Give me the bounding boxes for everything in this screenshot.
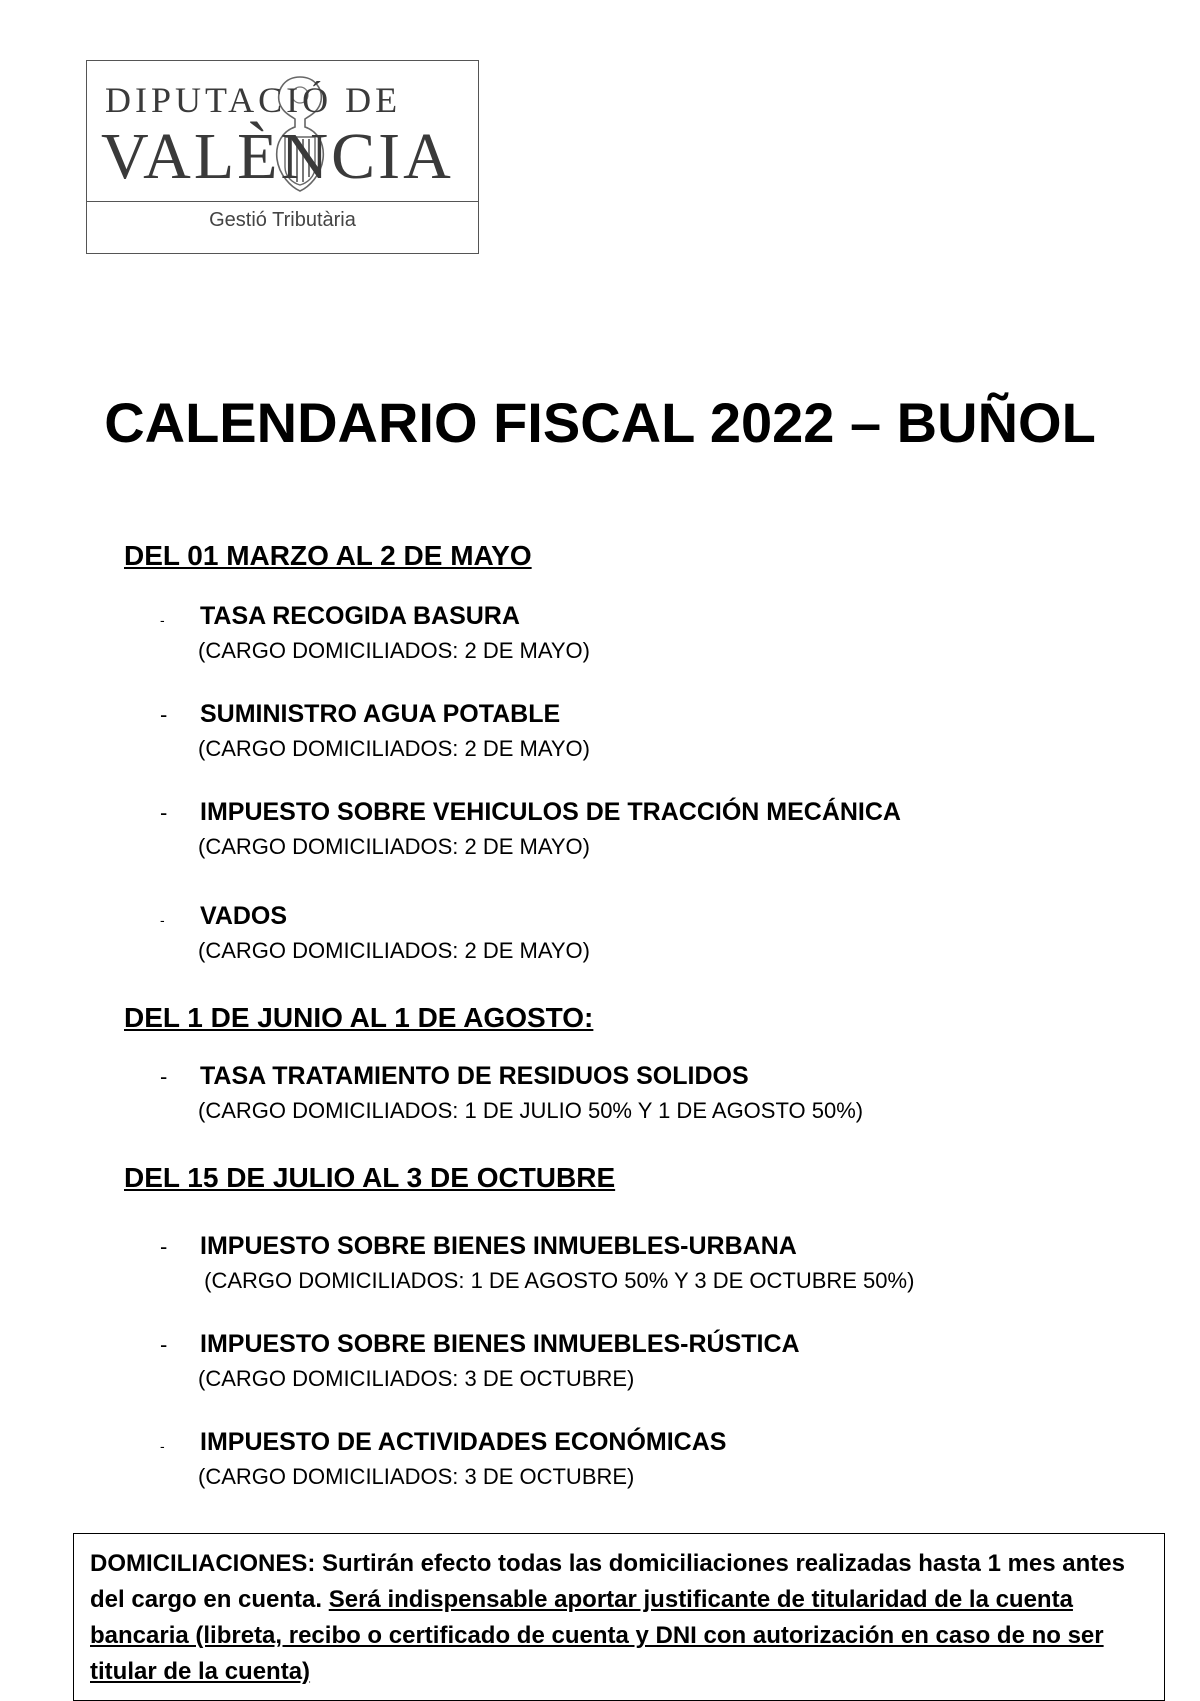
item-note: (CARGO DOMICILIADOS: 2 DE MAYO): [198, 834, 590, 859]
item-title: IMPUESTO SOBRE BIENES INMUEBLES-RÚSTICA: [200, 1330, 800, 1358]
item-note: (CARGO DOMICILIADOS: 2 DE MAYO): [198, 638, 590, 663]
bullet-dash: -: [160, 1332, 168, 1357]
bullet-dash: -: [160, 912, 165, 928]
item-title: TASA RECOGIDA BASURA: [200, 602, 520, 630]
item-title: IMPUESTO DE ACTIVIDADES ECONÓMICAS: [200, 1428, 727, 1456]
logo-subtitle: Gestió Tributària: [209, 209, 356, 231]
notice-text: DOMICILIACIONES: Surtirán efecto todas las domiciliaciones realizadas hasta 1 mes antes del cargo en cuenta.: [90, 1550, 1125, 1613]
item-note: (CARGO DOMICILIADOS: 2 DE MAYO): [198, 736, 590, 761]
item-title: TASA TRATAMIENTO DE RESIDUOS SOLIDOS: [200, 1062, 749, 1090]
bullet-dash: -: [160, 1064, 168, 1089]
domiciliaciones-notice: [73, 1533, 1165, 1701]
bullet-dash: -: [160, 1438, 165, 1454]
item-note: (CARGO DOMICILIADOS: 2 DE MAYO): [198, 938, 590, 963]
item-note: (CARGO DOMICILIADOS: 1 DE JULIO 50% Y 1 DE AGOSTO 50%): [198, 1098, 864, 1123]
section-heading-julio-octubre: DEL 15 DE JULIO AL 3 DE OCTUBRE: [124, 1162, 616, 1193]
section-heading-marzo-mayo: DEL 01 MARZO AL 2 DE MAYO: [124, 540, 532, 571]
logo-top-panel: [87, 61, 478, 202]
bullet-dash: -: [160, 702, 168, 727]
item-title: IMPUESTO SOBRE BIENES INMUEBLES-URBANA: [200, 1232, 797, 1260]
section-heading-junio-agosto: DEL 1 DE JUNIO AL 1 DE AGOSTO:: [124, 1002, 594, 1033]
logo-line-valencia: VALÈNCIA: [101, 120, 454, 193]
item-title: SUMINISTRO AGUA POTABLE: [200, 700, 561, 728]
bullet-dash: -: [160, 612, 165, 628]
item-note: (CARGO DOMICILIADOS: 3 DE OCTUBRE): [198, 1464, 635, 1489]
logo-line-diputacio: DIPUTACIÓ DE: [105, 80, 402, 120]
page-title: CALENDARIO FISCAL 2022 – BUÑOL: [104, 391, 1096, 454]
diputacio-logo: [86, 60, 479, 254]
notice-underlined-text: Será indispensable aportar justificante de titularidad de la cuenta bancaria (libreta, recibo o certificado de cuenta y DNI con autorización en caso de no ser titular de la cuenta): [90, 1586, 1104, 1685]
item-title: VADOS: [200, 902, 288, 930]
item-note: (CARGO DOMICILIADOS: 1 DE AGOSTO 50% Y 3 DE OCTUBRE 50%): [198, 1268, 915, 1293]
bullet-dash: -: [160, 800, 168, 825]
bullet-dash: -: [160, 1234, 168, 1259]
item-title: IMPUESTO SOBRE VEHICULOS DE TRACCIÓN MECÁNICA: [200, 798, 901, 826]
item-note: (CARGO DOMICILIADOS: 3 DE OCTUBRE): [198, 1366, 635, 1391]
